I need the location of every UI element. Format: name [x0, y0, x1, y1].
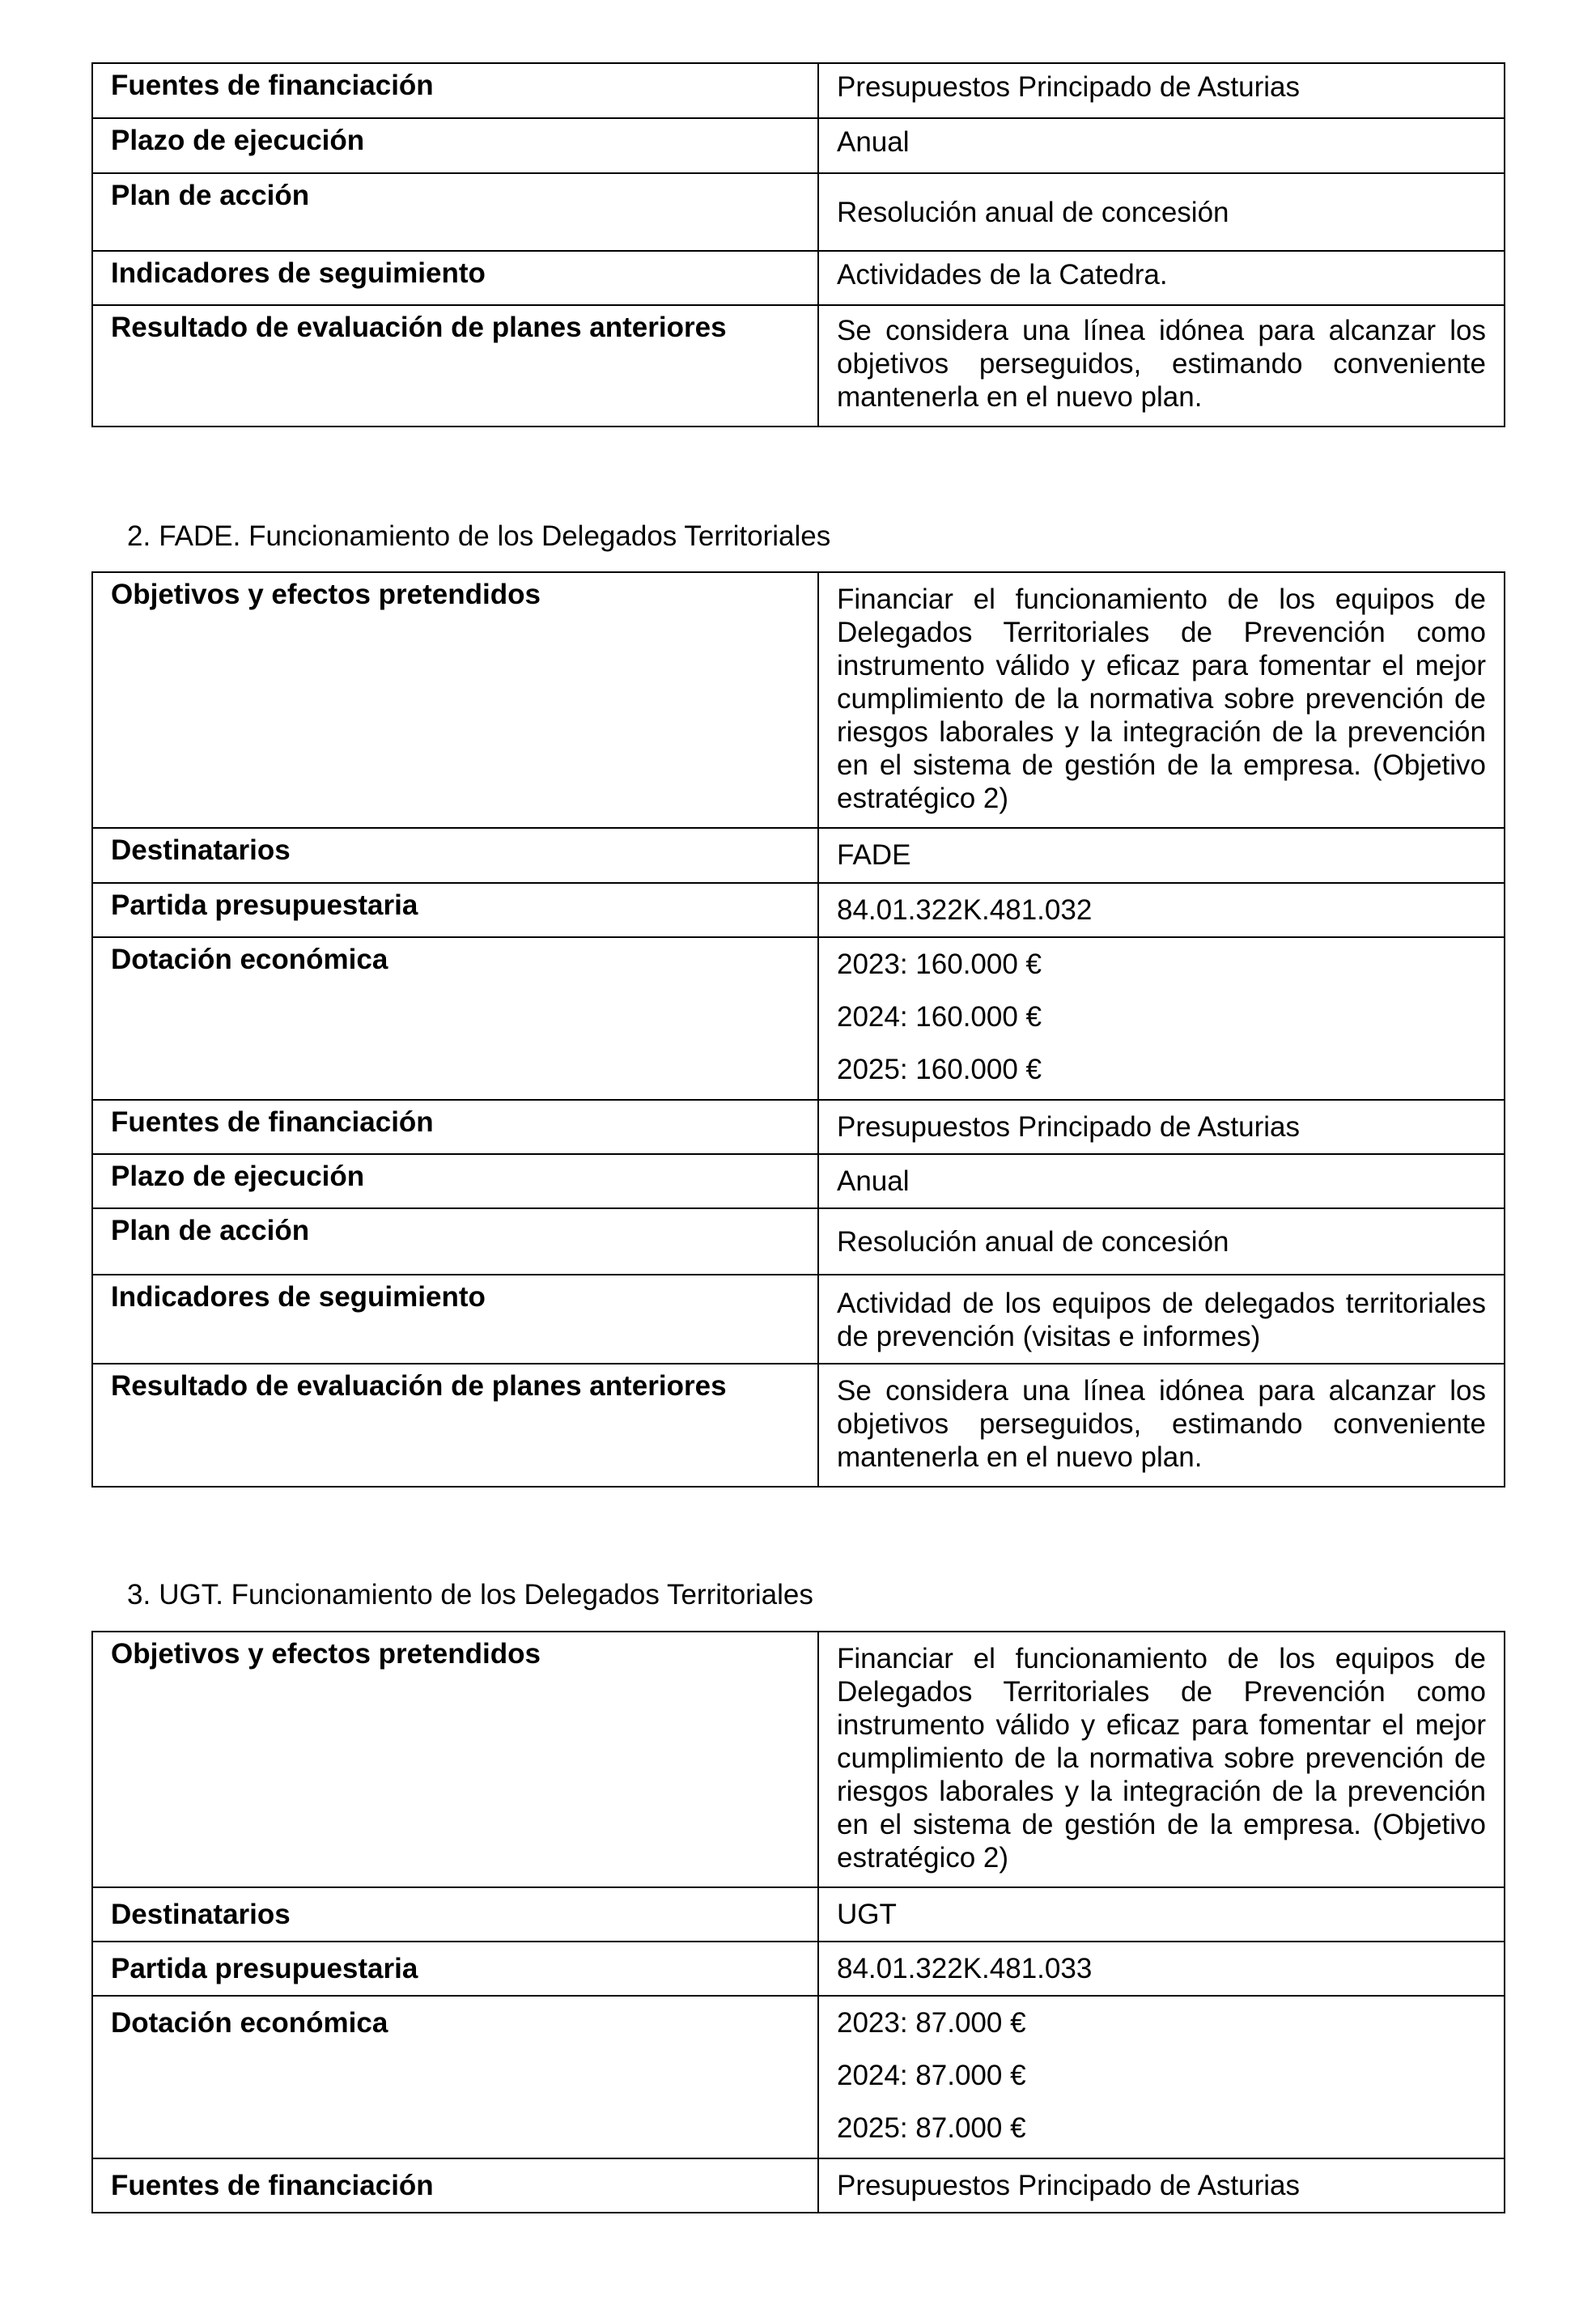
amounts-cell — [818, 937, 1505, 1100]
row-label: Destinatarios — [92, 1887, 818, 1942]
table-section-2 — [91, 571, 1505, 1488]
row-value: 84.01.322K.481.032 — [818, 883, 1505, 937]
section-title: UGT. Funcionamiento de los Delegados Territoriales — [159, 1579, 813, 1611]
row-label: Indicadores de seguimiento — [92, 1275, 818, 1364]
amount-2025: 2025: 87.000 € — [837, 2112, 1026, 2144]
section-heading-3 — [127, 1578, 813, 1611]
row-value: Financiar el funcionamiento de los equipos de Delegados Territoriales de Prevención como instrumento válido y eficaz para fomentar el mejor cumplimiento de la normativa sobre prevención de riesgos laborales y la integración de la prevención en el sistema de gestión de la empresa. (Objetivo estratégico 2) — [818, 1632, 1505, 1887]
row-value: FADE — [818, 828, 1505, 883]
row-label: Fuentes de financiación — [92, 1100, 818, 1154]
amount-2024: 2024: 87.000 € — [837, 2060, 1026, 2091]
amount-2023: 2023: 87.000 € — [837, 2007, 1026, 2039]
row-value: Presupuestos Principado de Asturias — [818, 2158, 1505, 2213]
row-label: Plazo de ejecución — [92, 118, 818, 173]
amount-2025: 2025: 160.000 € — [837, 1054, 1042, 1085]
row-label: Fuentes de financiación — [92, 63, 818, 118]
row-value: Anual — [818, 118, 1505, 173]
table-row — [92, 2158, 1505, 2213]
row-value: Presupuestos Principado de Asturias — [818, 63, 1505, 118]
row-label: Objetivos y efectos pretendidos — [92, 572, 818, 828]
table-row — [92, 828, 1505, 883]
row-value: Presupuestos Principado de Asturias — [818, 1100, 1505, 1154]
table-row — [92, 1364, 1505, 1487]
amounts-cell — [818, 1996, 1505, 2158]
table-row — [92, 1154, 1505, 1208]
row-label: Indicadores de seguimiento — [92, 251, 818, 305]
row-label: Resultado de evaluación de planes anteriores — [92, 1364, 818, 1487]
table-row — [92, 1632, 1505, 1887]
row-label: Plan de acción — [92, 1208, 818, 1275]
section-title: FADE. Funcionamiento de los Delegados Territoriales — [159, 520, 831, 552]
row-label: Partida presupuestaria — [92, 1942, 818, 1996]
row-value: 84.01.322K.481.033 — [818, 1942, 1505, 1996]
row-label: Plazo de ejecución — [92, 1154, 818, 1208]
row-value: UGT — [818, 1887, 1505, 1942]
table-row — [92, 305, 1505, 427]
table-row — [92, 63, 1505, 118]
table-row — [92, 1208, 1505, 1275]
row-label: Dotación económica — [92, 937, 818, 1100]
row-label: Destinatarios — [92, 828, 818, 883]
row-value: Resolución anual de concesión — [818, 1208, 1505, 1275]
row-label: Dotación económica — [92, 1996, 818, 2158]
row-label: Resultado de evaluación de planes anteriores — [92, 305, 818, 427]
row-value: Resolución anual de concesión — [818, 173, 1505, 251]
row-value: Se considera una línea idónea para alcanzar los objetivos perseguidos, estimando conveniente mantenerla en el nuevo plan. — [818, 1364, 1505, 1487]
table-row — [92, 572, 1505, 828]
table-row — [92, 173, 1505, 251]
section-number: 2. — [127, 520, 151, 552]
row-value: Se considera una línea idónea para alcanzar los objetivos perseguidos, estimando conveniente mantenerla en el nuevo plan. — [818, 305, 1505, 427]
section-heading-2 — [127, 520, 830, 553]
table-row — [92, 1275, 1505, 1364]
row-label: Plan de acción — [92, 173, 818, 251]
section-number: 3. — [127, 1579, 151, 1611]
table-row — [92, 251, 1505, 305]
row-value: Financiar el funcionamiento de los equipos de Delegados Territoriales de Prevención como instrumento válido y eficaz para fomentar el mejor cumplimiento de la normativa sobre prevención de riesgos laborales y la integración de la prevención en el sistema de gestión de la empresa. (Objetivo estratégico 2) — [818, 572, 1505, 828]
row-label: Objetivos y efectos pretendidos — [92, 1632, 818, 1887]
table-row — [92, 1100, 1505, 1154]
table-row — [92, 1887, 1505, 1942]
table-row — [92, 118, 1505, 173]
amount-2023: 2023: 160.000 € — [837, 949, 1042, 980]
table-row — [92, 1996, 1505, 2158]
table-row — [92, 937, 1505, 1100]
row-value: Anual — [818, 1154, 1505, 1208]
table-row — [92, 1942, 1505, 1996]
table-section-1-continuation — [91, 62, 1505, 427]
row-value: Actividades de la Catedra. — [818, 251, 1505, 305]
table-row — [92, 883, 1505, 937]
table-section-3 — [91, 1631, 1505, 2213]
row-label: Partida presupuestaria — [92, 883, 818, 937]
row-label: Fuentes de financiación — [92, 2158, 818, 2213]
row-value: Actividad de los equipos de delegados territoriales de prevención (visitas e informes) — [818, 1275, 1505, 1364]
amount-2024: 2024: 160.000 € — [837, 1001, 1042, 1033]
